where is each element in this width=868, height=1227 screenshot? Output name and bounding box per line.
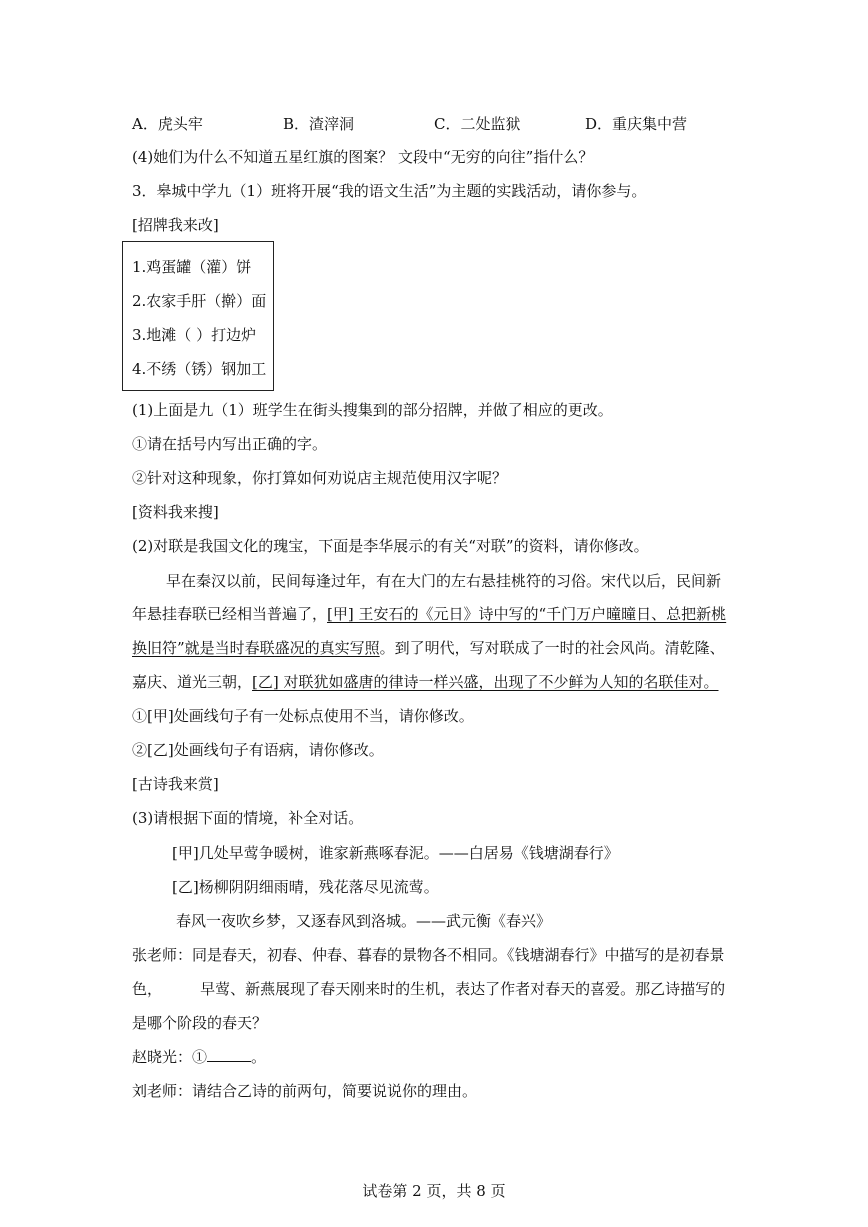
section-signs-heading: [招牌我来改] <box>132 216 219 234</box>
page-footer: 试卷第 2 页，共 8 页 <box>362 1182 506 1200</box>
question-3-3: (3)请根据下面的情境，补全对话。 <box>132 809 364 827</box>
sign-item: 4.不绣（锈）钢加工 <box>132 360 267 378</box>
passage-text: 。到了明代，写对联成了一时的社会风尚。清乾隆、 <box>379 639 725 657</box>
dialog-zhang: 张老师：同是春天，初春、仲春、暮春的景物各不相同。《钱塘湖春行》中描写的是初春景 <box>132 946 725 964</box>
poem-yi-line-2: 春风一夜吹乡梦，又逐春风到洛城。——武元衡《春兴》 <box>176 912 552 930</box>
poem-jia: [甲]几处早莺争暖树，谁家新燕啄春泥。——白居易《钱塘湖春行》 <box>172 844 619 862</box>
dialog-zhang-cont: 色， 早莺、新燕展现了春天刚来时的生机，表达了作者对春天的喜爱。那乙诗描写的 <box>132 980 726 998</box>
question-3-1: (1)上面是九（1）班学生在街头搜集到的部分招牌，并做了相应的更改。 <box>132 401 613 419</box>
answer-blank[interactable] <box>207 1047 251 1062</box>
passage-line: 早在秦汉以前，民间每逢过年，有在大门的左右悬挂桃符的习俗。宋代以后，民间新 <box>166 572 722 590</box>
passage-text: 年悬挂春联已经相当普遍了， <box>132 605 328 623</box>
poem-yi-line-1: [乙]杨柳阴阴细雨晴，残花落尽见流莺。 <box>172 878 439 896</box>
passage-text: 嘉庆、道光三朝， <box>132 673 253 691</box>
dialog-liu: 刘老师：请结合乙诗的前两句，简要说说你的理由。 <box>132 1082 478 1100</box>
signs-box <box>122 241 274 391</box>
sign-item: 1.鸡蛋罐（灌）饼 <box>132 258 252 276</box>
dialog-zhang-cont: 是哪个阶段的春天？ <box>132 1014 268 1032</box>
question-3-1-a: ①请在括号内写出正确的字。 <box>132 435 328 453</box>
question-3-1-b: ②针对这种现象，你打算如何劝说店主规范使用汉字呢？ <box>132 469 508 487</box>
passage-line <box>132 638 725 658</box>
passage-line <box>132 604 726 624</box>
question-4: (4)她们为什么不知道五星红旗的图案？ 文段中“无穷的向往”指什么？ <box>132 148 594 166</box>
question-3-2-b: ②[乙]处画线句子有语病，请你修改。 <box>132 741 384 759</box>
option-c: C．二处监狱 <box>434 115 521 133</box>
question-3-2: (2)对联是我国文化的瑰宝，下面是李华展示的有关“对联”的资料，请你修改。 <box>132 537 649 555</box>
option-b: B．渣滓洞 <box>283 115 355 133</box>
section-poem-heading: [古诗我来赏] <box>132 775 219 793</box>
underlined-sentence-jia: [甲] 王安石的《元日》诗中写的“千门万户曈曈日、总把新桃 <box>327 605 727 623</box>
dialog-zhao <box>132 1047 266 1067</box>
sign-item: 3.地滩（ ）打边炉 <box>132 326 257 344</box>
speaker-text: 。 <box>251 1048 267 1066</box>
passage-line <box>132 672 719 692</box>
option-a: A．虎头牢 <box>132 115 203 133</box>
section-research-heading: [资料我来搜] <box>132 503 219 521</box>
question-3-2-a: ①[甲]处画线句子有一处标点使用不当，请你修改。 <box>132 707 474 725</box>
option-d: D．重庆集中营 <box>585 115 688 133</box>
speaker-text: 赵晓光：① <box>132 1048 208 1066</box>
sign-item: 2.农家手肝（擀）面 <box>132 292 267 310</box>
underlined-sentence-jia-cont: 换旧符”就是当时春联盛况的真实写照 <box>132 639 380 657</box>
underlined-sentence-yi: [乙] 对联犹如盛唐的律诗一样兴盛，出现了不少鲜为人知的名联佳对。 <box>252 673 719 691</box>
question-3-intro: 3．皋城中学九（1）班将开展“我的语文生活”为主题的实践活动，请你参与。 <box>132 182 647 200</box>
